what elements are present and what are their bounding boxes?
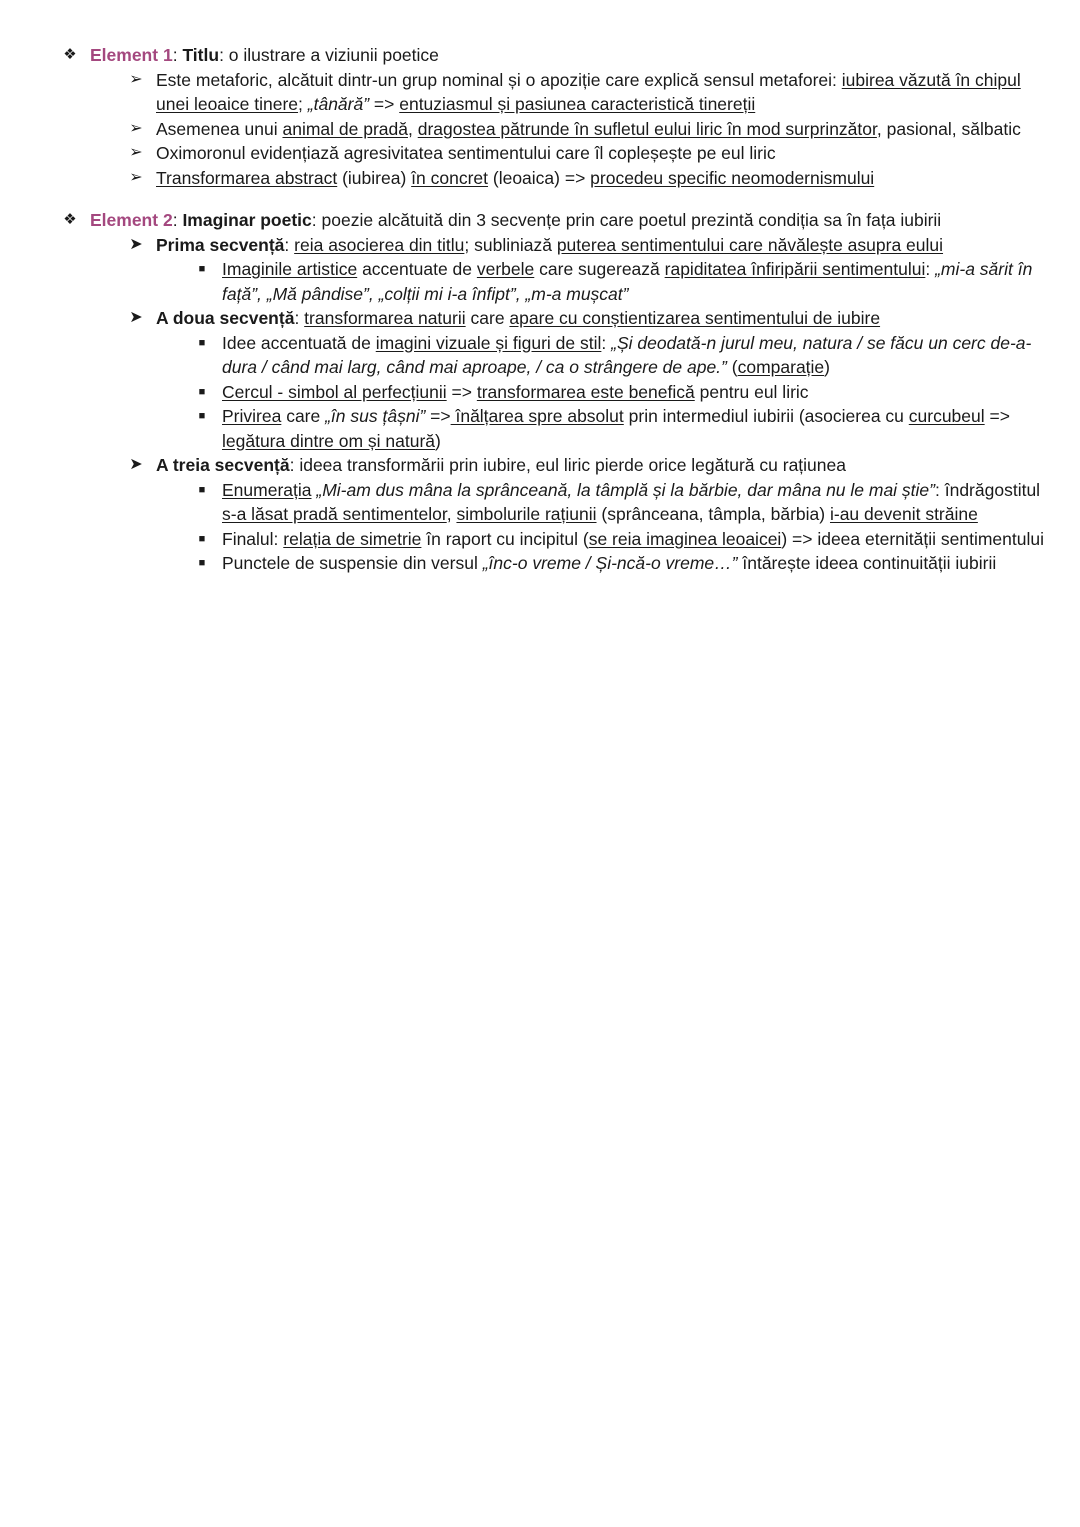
square-bullet-icon: ■: [198, 385, 206, 398]
element-2-label: Element 2: [90, 210, 173, 230]
list-item: ■ Punctele de suspensie din versul „înc-o vreme / Și-ncă-o vreme…” întărește ideea continuității iubirii: [58, 551, 1058, 576]
square-bullet-icon: ■: [198, 410, 206, 422]
square-bullet-icon: ■: [198, 336, 206, 349]
square-bullet-icon: ■: [198, 483, 206, 496]
list-item: ■ Enumerația „Mi-am dus mâna la sprânceană, la tâmplă și la bărbie, dar mâna nu le mai știe”: îndrăgostitul s-a lăsat pradă sentimentelor, simbolurile rațiunii (sprânceana, tâmpla, bărbia) i-au devenit străine: [58, 478, 1058, 527]
list-item: ■ Idee accentuată de imagini vizuale și figuri de stil: „Și deodată-n jurul meu, natura / se făcu un cerc de-a-dura / când mai larg, când mai aproape, / ca o strângere de ape.” (comparație): [58, 331, 1058, 380]
element-1-section: [58, 43, 1058, 190]
list-item: ➢ Este metaforic, alcătuit dintr-un grup nominal și o apoziție care explică sensul metaforei: iubirea văzută în chipul unei leoaice tinere; „tânără” => entuziasmul și pasiunea caracteristică tinereții: [58, 68, 1058, 117]
list-item: ➢ Oximoronul evidențiază agresivitatea sentimentului care îl copleșește pe eul liric: [58, 141, 1058, 166]
element-1-description: : o ilustrare a viziunii poetice: [219, 45, 439, 65]
element-1-title: Titlu: [182, 45, 220, 65]
arrow-bullet-icon: ➢: [129, 70, 143, 88]
element-1-label: Element 1: [90, 45, 173, 65]
list-item: ➢ Transformarea abstract (iubirea) în concret (leoaica) => procedeu specific neomodernismului: [58, 166, 1058, 191]
arrow-bullet-icon: ➢: [129, 119, 143, 137]
square-bullet-icon: ■: [198, 557, 206, 569]
sequence-3-heading: ➤ A treia secvență: ideea transformării prin iubire, eul liric pierde orice legătură cu rațiunea: [58, 453, 1058, 478]
arrow-bullet-icon: ➤: [129, 456, 143, 473]
diamond-bullet-icon: ❖: [63, 211, 77, 228]
list-item: ■ Finalul: relația de simetrie în raport cu incipitul (se reia imaginea leoaicei) => ideea eternității sentimentului: [58, 527, 1058, 552]
element-2-description: : poezie alcătuită din 3 secvențe prin care poetul prezintă condiția sa în fața iubirii: [311, 210, 942, 230]
list-item: ■ Imaginile artistice accentuate de verbele care sugerează rapiditatea înfiripării sentimentului: „mi-a sărit în față”, „Mă pândise”, „colții mi i-a înfipt”, „m-a mușcat”: [58, 257, 1058, 306]
arrow-bullet-icon: ➢: [129, 168, 143, 186]
square-bullet-icon: ■: [198, 263, 206, 275]
arrow-bullet-icon: ➤: [129, 235, 143, 253]
element-2-heading: ❖ Element 2: Imaginar poetic: poezie alcătuită din 3 secvențe prin care poetul prezintă condiția sa în fața iubirii: [58, 208, 1058, 233]
element-1-heading: ❖ Element 1: Titlu: o ilustrare a viziunii poetice: [58, 43, 1058, 68]
diamond-bullet-icon: ❖: [63, 46, 77, 63]
arrow-bullet-icon: ➤: [129, 309, 143, 326]
list-item: ■ Cercul - simbol al perfecțiunii => transformarea este benefică pentru eul liric: [58, 380, 1058, 405]
list-item: ➢ Asemenea unui animal de pradă, dragostea pătrunde în sufletul eului liric în mod surprinzător, pasional, sălbatic: [58, 117, 1058, 142]
element-2-title: Imaginar poetic: [182, 210, 312, 230]
arrow-bullet-icon: ➢: [129, 144, 143, 161]
sequence-2-heading: ➤ A doua secvență: transformarea naturii care apare cu conștientizarea sentimentului de iubire: [58, 306, 1058, 331]
element-2-section: [58, 208, 1058, 576]
square-bullet-icon: ■: [198, 532, 206, 545]
list-item: ■ Privirea care „în sus țâșni” => înălțarea spre absolut prin intermediul iubirii (asocierea cu curcubeul => legătura dintre om și natură): [58, 404, 1058, 453]
sequence-1-heading: ➤ Prima secvență: reia asocierea din titlu; subliniază puterea sentimentului care năvălește asupra eului: [58, 233, 1058, 258]
